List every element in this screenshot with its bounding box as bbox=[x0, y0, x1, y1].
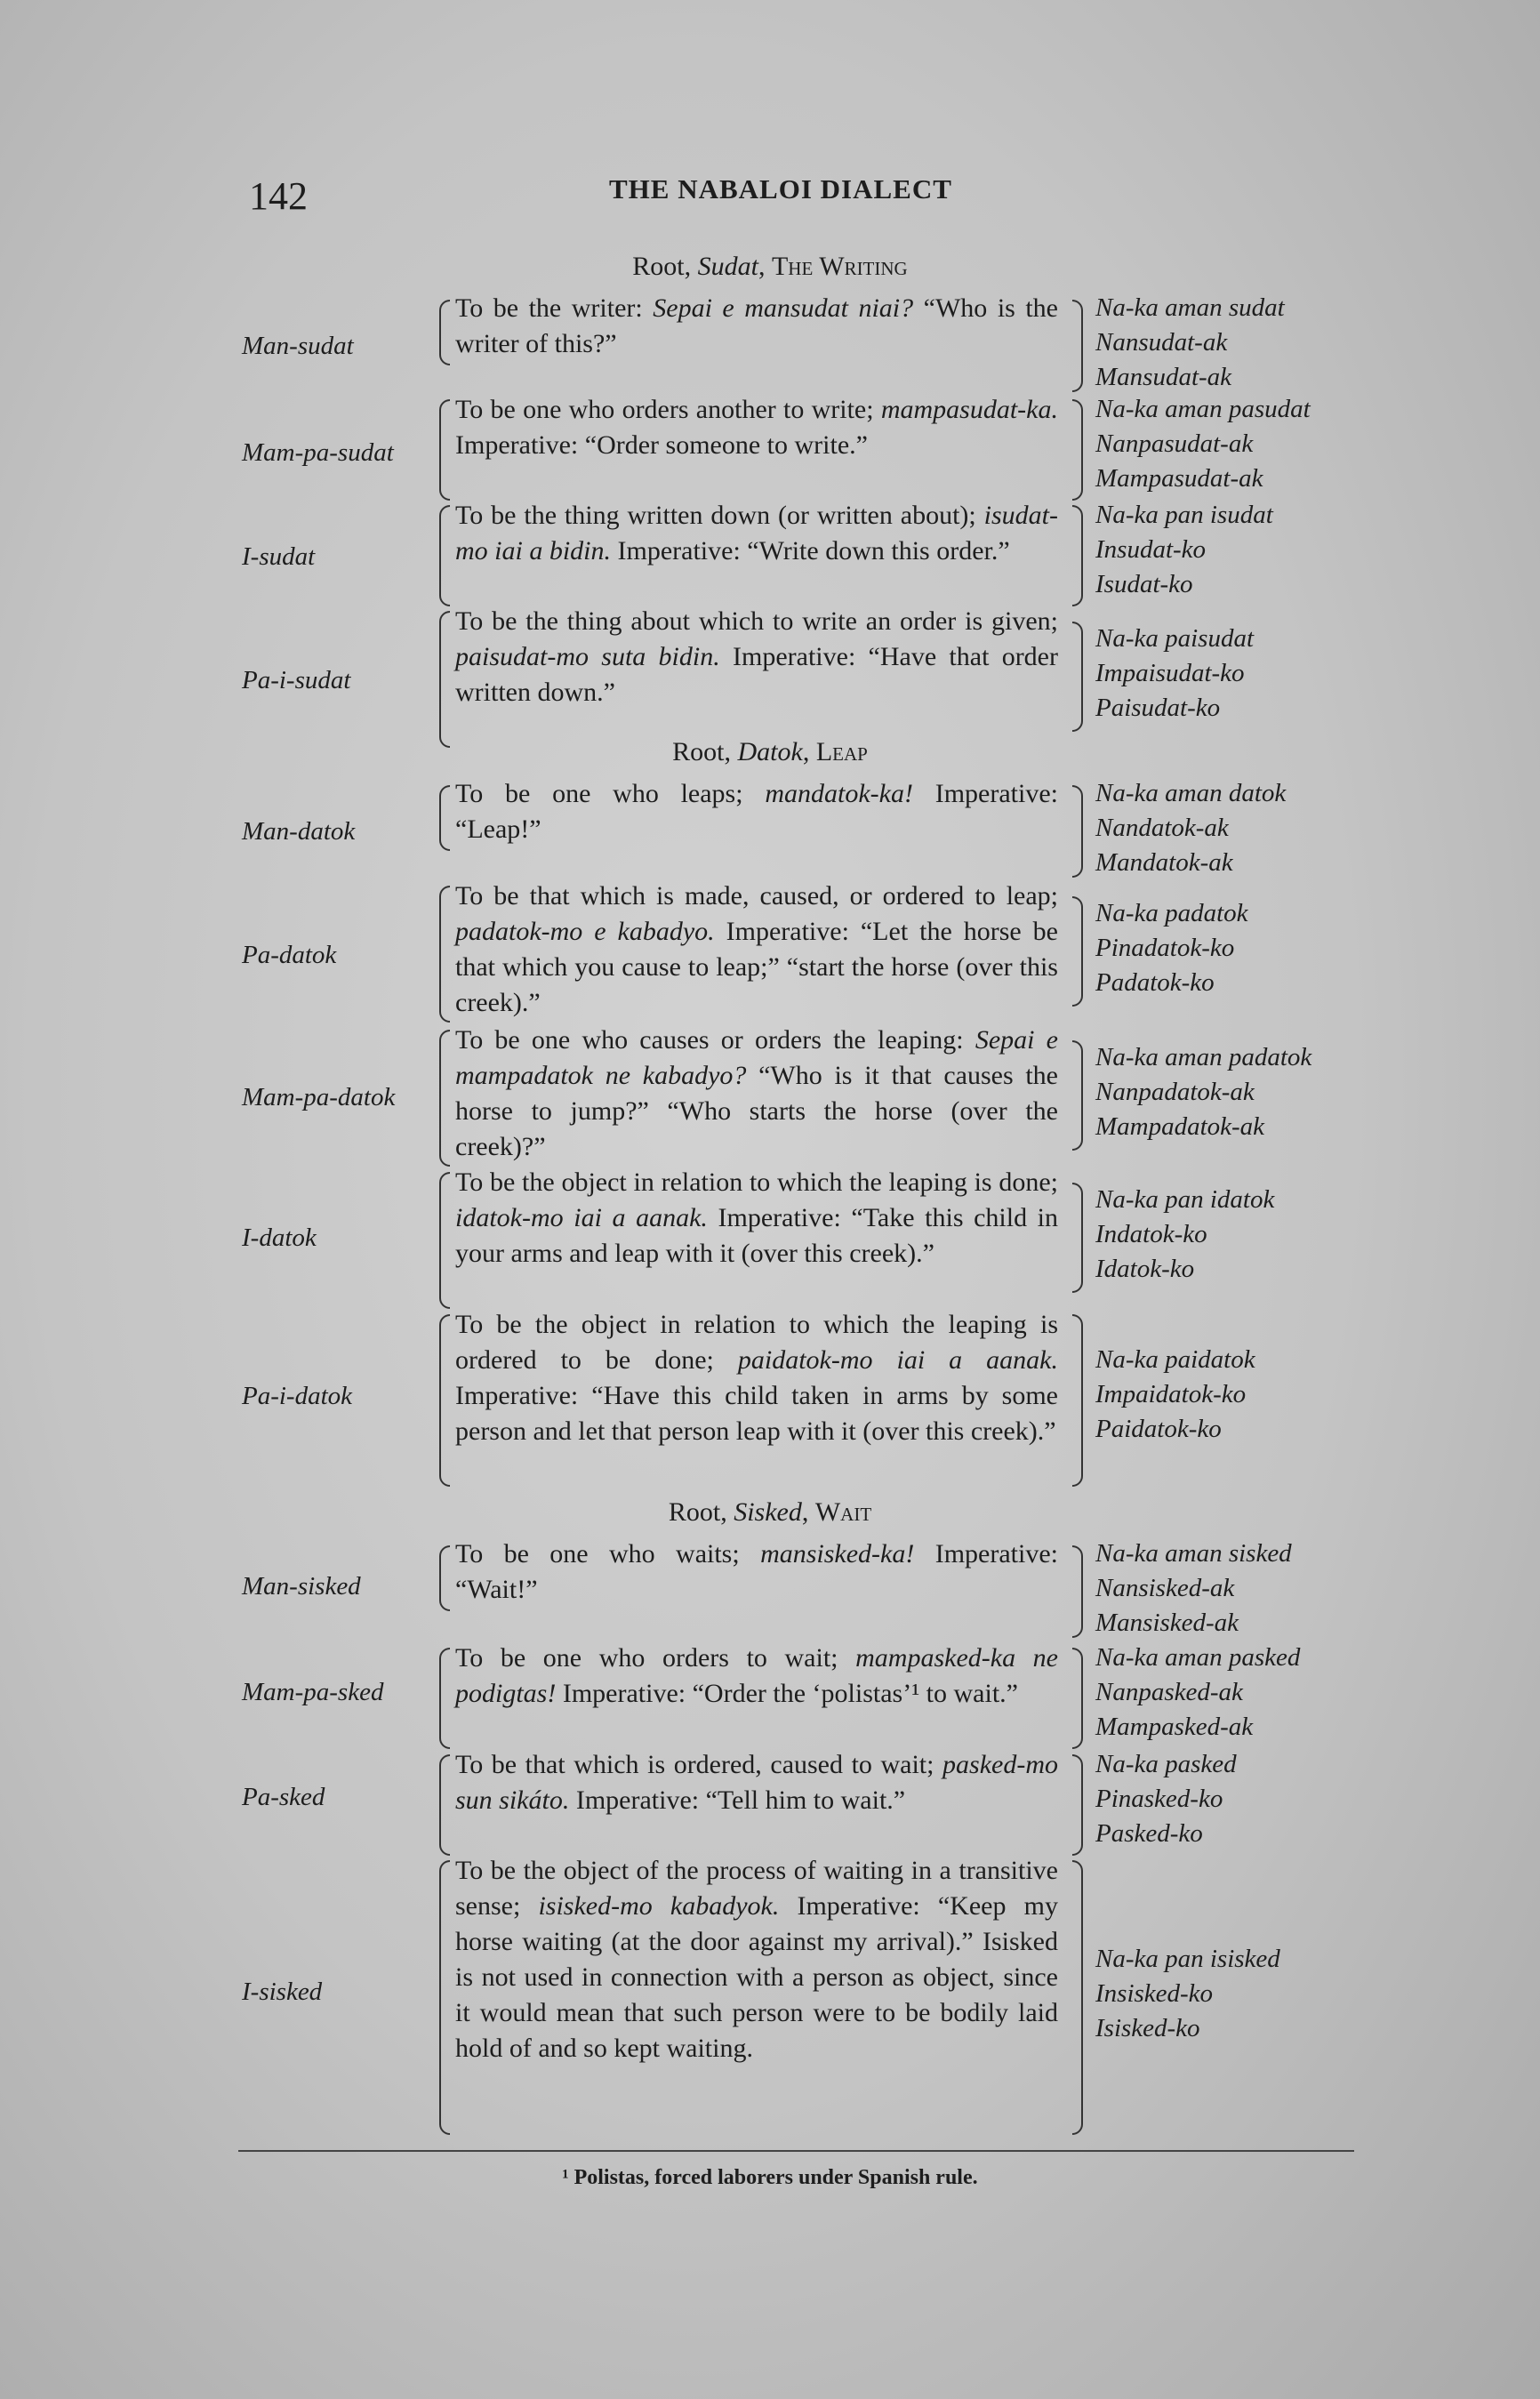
entry-term: I-datok bbox=[242, 1224, 317, 1252]
root-word: Sudat bbox=[697, 252, 758, 281]
left-brace bbox=[439, 505, 450, 606]
left-brace bbox=[439, 399, 450, 501]
footnote: ¹ Polistas, forced laborers under Spanish rule. bbox=[562, 2166, 978, 2189]
root-word: Sisked bbox=[734, 1497, 802, 1527]
root-heading: Root, Sisked, Wait bbox=[668, 1497, 872, 1527]
verb-forms: Na-ka pan isudat Insudat-ko Isudat-ko bbox=[1095, 501, 1273, 598]
left-brace bbox=[439, 1030, 450, 1167]
right-brace bbox=[1072, 1648, 1083, 1749]
root-heading: Root, Sudat, The Writing bbox=[632, 252, 908, 281]
verb-forms: Na-ka pan isisked Insisked-ko Isisked-ko bbox=[1095, 1945, 1280, 2042]
entry-term: Man-sudat bbox=[242, 332, 354, 360]
verb-forms: Na-ka aman pasudat Nanpasudat-ak Mampasudat-ak bbox=[1095, 395, 1311, 493]
verb-forms: Na-ka padatok Pinadatok-ko Padatok-ko bbox=[1095, 899, 1248, 997]
entry-term: I-sudat bbox=[242, 542, 316, 571]
running-title: THE NABALOI DIALECT bbox=[609, 173, 952, 205]
verb-forms: Na-ka aman sudat Nansudat-ak Mansudat-ak bbox=[1095, 293, 1285, 391]
left-brace bbox=[439, 886, 450, 1023]
entry-definition: To be the writer: Sepai e mansudat niai? “Who is the writer of this?” bbox=[455, 293, 1058, 358]
right-brace bbox=[1072, 622, 1083, 732]
entry-term: I-sisked bbox=[242, 1978, 323, 2006]
left-brace bbox=[439, 785, 450, 851]
root-word: Datok bbox=[737, 737, 803, 766]
left-brace bbox=[439, 1314, 450, 1487]
right-brace bbox=[1072, 1040, 1083, 1151]
entry-term: Mam-pa-datok bbox=[242, 1083, 396, 1111]
verb-forms: Na-ka pasked Pinasked-ko Pasked-ko bbox=[1095, 1750, 1237, 1848]
right-brace bbox=[1072, 505, 1083, 606]
root-meaning: The Writing bbox=[771, 252, 908, 281]
entry-term: Pa-i-sudat bbox=[242, 666, 351, 694]
entry-definition: To be the object in relation to which the leaping is done; idatok-mo iai a aanak. Imperative: “Take this child in your arms and leap with it (over this creek).” bbox=[455, 1167, 1058, 1268]
verb-forms: Na-ka pan idatok Indatok-ko Idatok-ko bbox=[1095, 1185, 1275, 1283]
root-heading: Root, Datok, Leap bbox=[672, 737, 868, 766]
entry-term: Mam-pa-sudat bbox=[242, 438, 394, 467]
entry-term: Pa-i-datok bbox=[242, 1382, 353, 1410]
entry-definition: To be the thing written down (or written about); isudat-mo iai a bidin. Imperative: “Write down this order.” bbox=[455, 501, 1058, 566]
entry-definition: To be the object in relation to which the leaping is ordered to be done; paidatok-mo iai a aanak. Imperative: “Have this child taken in arms by some person and let that person leap with it (over this creek).” bbox=[455, 1310, 1058, 1446]
entry-definition: To be one who leaps; mandatok-ka! Imperative: “Leap!” bbox=[455, 779, 1058, 844]
entry-term: Pa-sked bbox=[242, 1783, 325, 1811]
verb-forms: Na-ka aman sisked Nansisked-ak Mansisked-ak bbox=[1095, 1539, 1292, 1637]
right-brace bbox=[1072, 785, 1083, 878]
left-brace bbox=[439, 300, 450, 365]
left-brace bbox=[439, 1648, 450, 1749]
root-meaning: Wait bbox=[814, 1497, 872, 1527]
entry-definition: To be that which is ordered, caused to wait; pasked-mo sun sikáto. Imperative: “Tell him to wait.” bbox=[455, 1750, 1058, 1815]
page-number: 142 bbox=[249, 174, 308, 218]
right-brace bbox=[1072, 1860, 1083, 2135]
entry-term: Pa-datok bbox=[242, 941, 337, 969]
verb-forms: Na-ka aman datok Nandatok-ak Mandatok-ak bbox=[1095, 779, 1287, 877]
right-brace bbox=[1072, 1754, 1083, 1856]
right-brace bbox=[1072, 1183, 1083, 1293]
left-brace bbox=[439, 1860, 450, 2135]
entry-definition: To be one who causes or orders the leaping: Sepai e mampadatok ne kabadyo? “Who is it that causes the horse to jump?” “Who starts the horse (over the creek)?” bbox=[455, 1025, 1058, 1161]
left-brace bbox=[439, 611, 450, 748]
entry-term: Man-sisked bbox=[242, 1572, 361, 1601]
entry-definition: To be the thing about which to write an order is given; paisudat-mo suta bidin. Imperative: “Have that order written down.” bbox=[455, 606, 1058, 707]
verb-forms: Na-ka aman padatok Nanpadatok-ak Mampadatok-ak bbox=[1095, 1043, 1312, 1141]
right-brace bbox=[1072, 896, 1083, 1007]
entry-definition: To be one who orders to wait; mampasked-ka ne podigtas! Imperative: “Order the ‘polistas’¹ to wait.” bbox=[455, 1643, 1058, 1708]
verb-forms: Na-ka paidatok Impaidatok-ko Paidatok-ko bbox=[1095, 1345, 1255, 1443]
entry-definition: To be the object of the process of waiting in a transitive sense; isisked-mo kabadyok. Imperative: “Keep my horse waiting (at the door against my arrival).” Isisked is not used in connection with a person as object, since it would mean that such person were to be bodily laid hold of and so kept waiting. bbox=[455, 1856, 1058, 2063]
footnote-rule bbox=[238, 2150, 1354, 2152]
entry-definition: To be one who orders another to write; mampasudat-ka. Imperative: “Order someone to write.” bbox=[455, 395, 1058, 460]
right-brace bbox=[1072, 1314, 1083, 1487]
verb-forms: Na-ka aman pasked Nanpasked-ak Mampasked-ak bbox=[1095, 1643, 1301, 1741]
root-meaning: Leap bbox=[815, 737, 868, 766]
right-brace bbox=[1072, 399, 1083, 501]
left-brace bbox=[439, 1172, 450, 1309]
entry-definition: To be that which is made, caused, or ordered to leap; padatok-mo e kabadyo. Imperative: “Let the horse be that which you cause to leap;” “start the horse (over this creek).” bbox=[455, 881, 1058, 1017]
entry-definition: To be one who waits; mansisked-ka! Imperative: “Wait!” bbox=[455, 1539, 1058, 1604]
verb-forms: Na-ka paisudat Impaisudat-ko Paisudat-ko bbox=[1095, 624, 1255, 722]
left-brace bbox=[439, 1754, 450, 1856]
entry-term: Mam-pa-sked bbox=[242, 1678, 384, 1706]
left-brace bbox=[439, 1545, 450, 1611]
right-brace bbox=[1072, 1545, 1083, 1638]
right-brace bbox=[1072, 300, 1083, 392]
entry-term: Man-datok bbox=[242, 817, 356, 846]
